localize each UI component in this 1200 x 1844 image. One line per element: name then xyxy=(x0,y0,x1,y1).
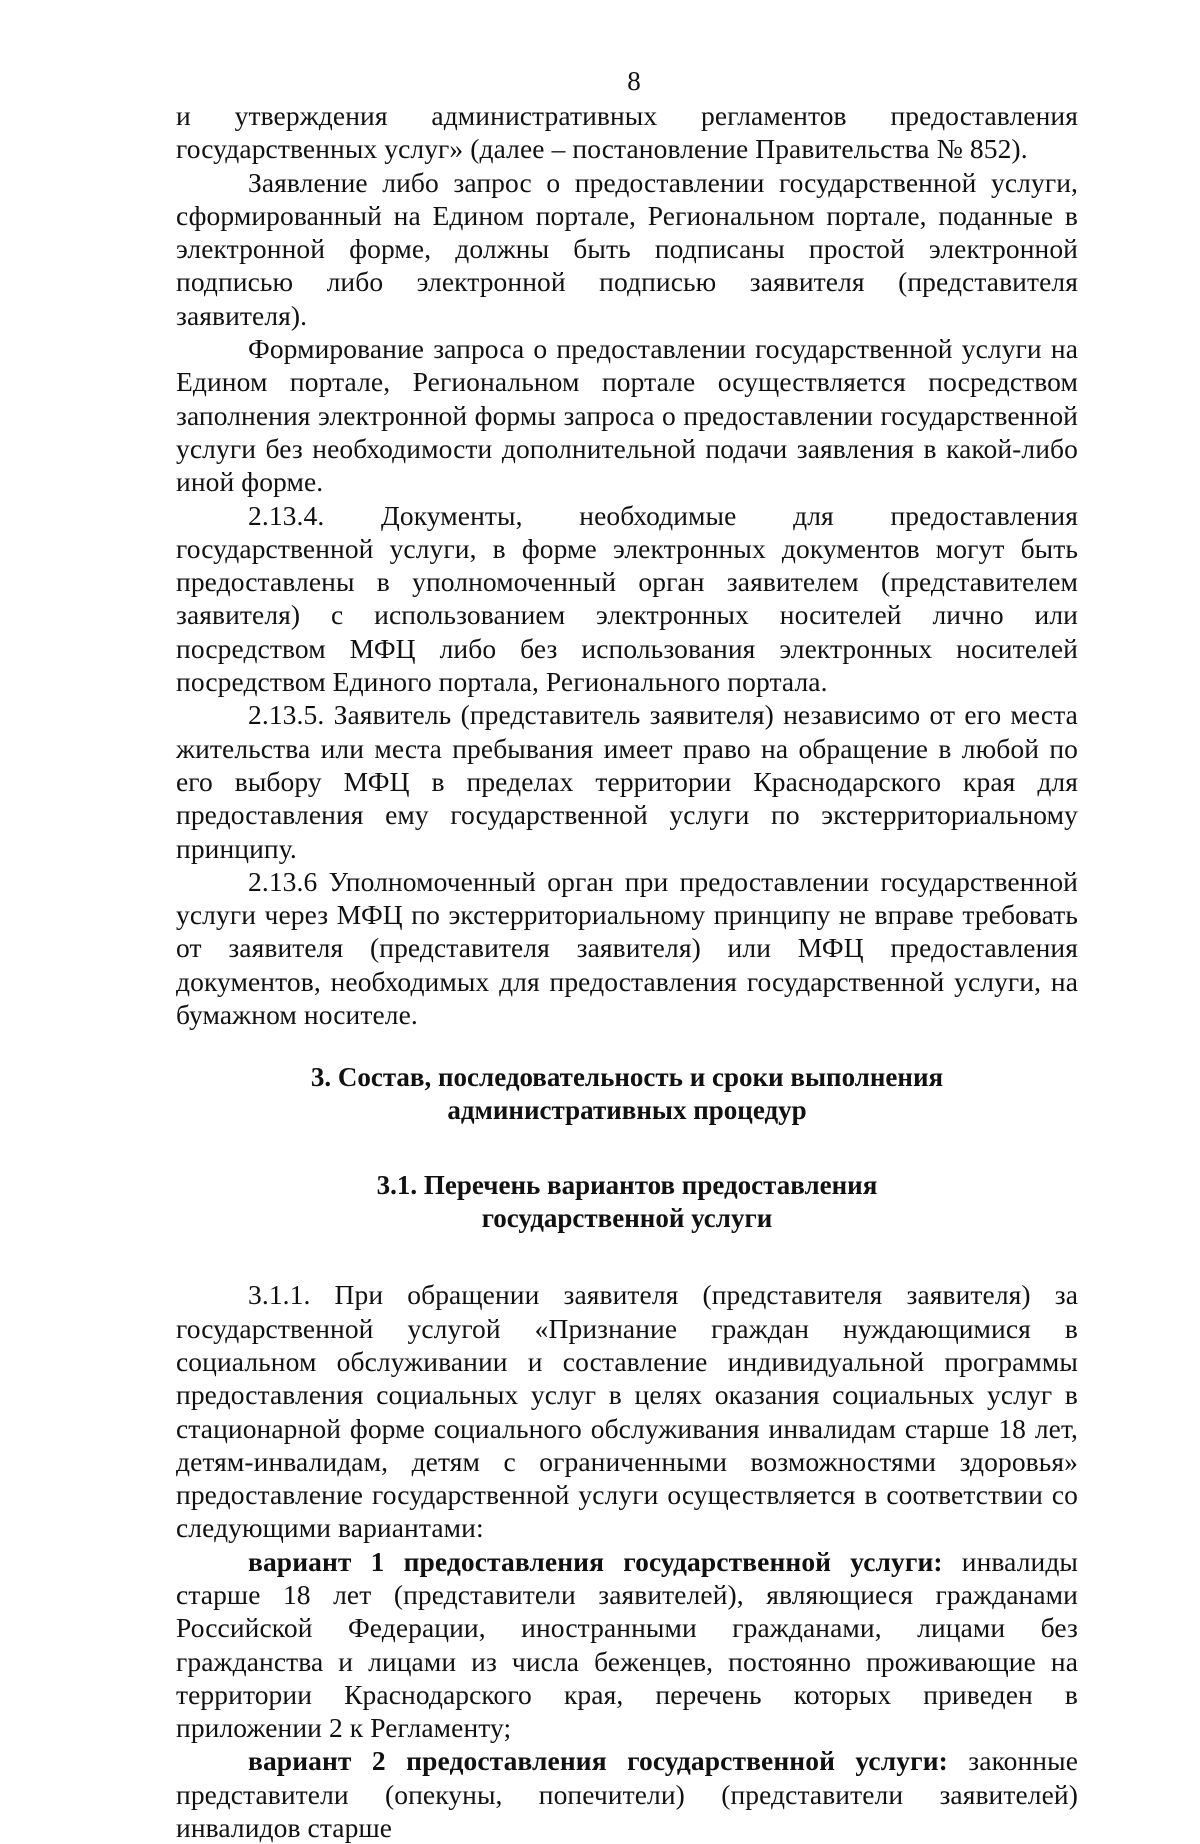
variant-2-text: законные представители (опекуны, попечители) (представители заявителей) инвалидов старше xyxy=(176,1745,1078,1844)
paragraph-application-signature: Заявление либо запрос о предоставлении государственной услуги, сформированный на Едином портале, Региональном портале, поданные в электронной форме, должны быть подписаны простой электронной подписью либо электронной подписью заявителя (представителя заявителя). xyxy=(176,166,1078,331)
variant-1-label: вариант 1 предоставления государственной услуги: xyxy=(248,1545,943,1577)
paragraph-2-13-5: 2.13.5. Заявитель (представитель заявителя) независимо от его места жительства или места пребывания имеет право на обращение в любой по его выбору МФЦ в пределах территории Краснодарского края для предоставления ему государственной услуги по экстерриториальному принципу. xyxy=(176,699,1078,864)
page-number: 8 xyxy=(627,66,641,96)
paragraph-continuation: и утверждения административных регламентов предоставления государственных услуг» (далее – постановление Правительства № 852). xyxy=(176,100,1078,165)
section-3-1-heading xyxy=(176,1169,1078,1235)
paragraph-variant-1 xyxy=(176,1545,1078,1745)
section-3-heading-line-1: 3. Состав, последовательность и сроки выполнения xyxy=(310,1062,944,1093)
section-3-1-heading-line-1: 3.1. Перечень вариантов предоставления xyxy=(376,1170,878,1201)
variant-1-text: инвалиды старше 18 лет (представители заявителей), являющиеся гражданами Российской Федерации, иностранными гражданами, лицами без гражданства и лицами из числа беженцев, постоянно проживающие на территории Краснодарского края, перечень которых приведен в приложении 2 к Регламенту; xyxy=(176,1545,1079,1744)
section-3-heading-line-2: административных процедур xyxy=(447,1095,807,1126)
paragraph-2-13-6: 2.13.6 Уполномоченный орган при предоставлении государственной услуги через МФЦ по экстерриториальному принципу не вправе требовать от заявителя (представителя заявителя) или МФЦ предоставления документов, необходимых для предоставления государственной услуги, на бумажном носителе. xyxy=(176,865,1078,1031)
paragraph-request-forming: Формирование запроса о предоставлении государственной услуги на Едином портале, Региональном портале осуществляется посредством заполнения электронной формы запроса о предоставлении государственной услуги без необходимости дополнительной подачи заявления в какой-либо иной форме. xyxy=(176,333,1078,498)
paragraph-3-1-1: 3.1.1. При обращении заявителя (представителя заявителя) за государственной услугой «Признание граждан нуждающимися в социальном обслуживании и составление индивидуальной программы предоставления социальных услуг в целях оказания социальных услуг в стационарной форме социального обслуживания инвалидам старше 18 лет, детям-инвалидам, детям с ограниченными возможностями здоровья» предоставление государственной услуги осуществляется в соответствии со следующими вариантами: xyxy=(176,1279,1078,1544)
paragraph-2-13-4: 2.13.4. Документы, необходимые для предоставления государственной услуги, в форме электронных документов могут быть предоставлены в уполномоченный орган заявителем (представителем заявителя) с использованием электронных носителей лично или посредством МФЦ либо без использования электронных носителей посредством Единого портала, Регионального портала. xyxy=(176,499,1078,698)
section-3-1-heading-line-2: государственной услуги xyxy=(481,1203,773,1234)
paragraph-variant-2 xyxy=(176,1744,1078,1844)
section-3-heading xyxy=(176,1061,1078,1127)
variant-2-label: вариант 2 предоставления государственной услуги: xyxy=(248,1745,948,1777)
